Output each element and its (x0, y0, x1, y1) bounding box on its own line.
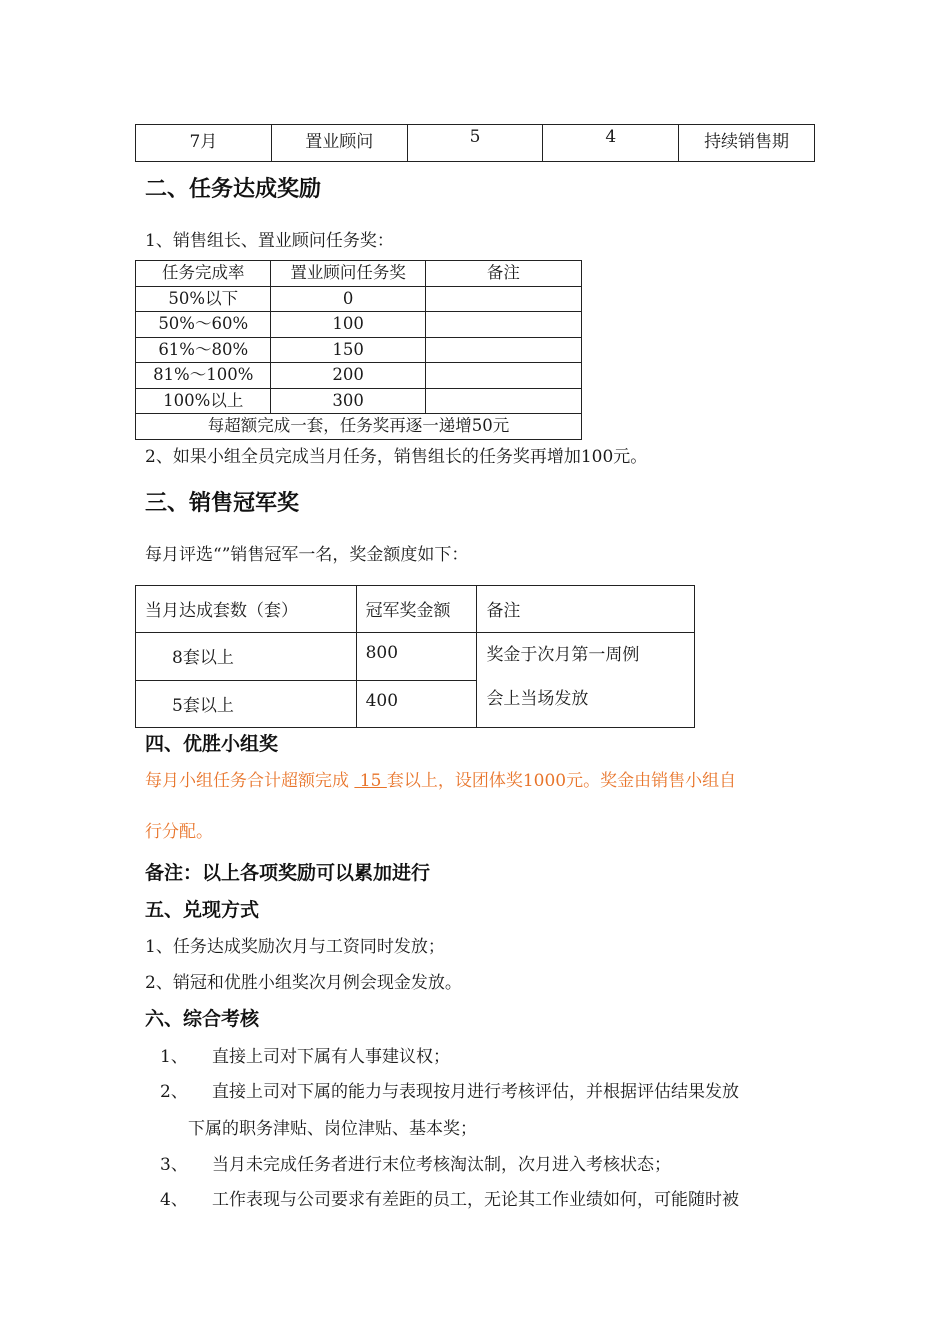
top-row-table (135, 124, 815, 162)
table-header-row (136, 261, 582, 287)
assessment-item-number: 1、 (160, 1047, 188, 1067)
table-cell: 50%～60% (136, 312, 271, 338)
table-row (136, 125, 815, 162)
table-note-cell (477, 633, 695, 728)
assessment-item-text: 直接上司对下属有人事建议权； (212, 1047, 450, 1067)
table-cell (425, 312, 581, 338)
table-row (136, 363, 582, 389)
table-cell: 50%以下 (136, 286, 271, 312)
column-header: 置业顾问任务奖 (271, 261, 425, 287)
column-header: 当月达成套数（套） (136, 586, 357, 633)
table-cell: 持续销售期 (679, 125, 815, 162)
column-header: 冠军奖金额 (356, 586, 477, 633)
redemption-item-2: 2、销冠和优胜小组奖次月例会现金发放。 (145, 973, 462, 993)
table-cell: 7月 (136, 125, 272, 162)
task-reward-table (135, 260, 582, 440)
assessment-item-text-continued: 下属的职务津贴、岗位津贴、基本奖； (188, 1119, 477, 1139)
sales-champion-intro: 每月评选“”销售冠军一名，奖金额度如下： (145, 545, 469, 565)
table-cell (425, 286, 581, 312)
section-heading-task-reward: 二、任务达成奖励 (145, 177, 322, 202)
table-cell: 300 (271, 388, 425, 414)
table-cell (425, 363, 581, 389)
assessment-item-text: 直接上司对下属的能力与表现按月进行考核评估，并根据评估结果发放 (212, 1082, 739, 1102)
table-cell: 置业顾问 (271, 125, 407, 162)
table-cell: 400 (356, 681, 477, 728)
table-row (136, 633, 695, 681)
table-row (136, 337, 582, 363)
task-reward-item-2: 2、如果小组全员完成当月任务，销售组长的任务奖再增加100元。 (145, 447, 648, 467)
table-cell: 4 (543, 125, 679, 162)
table-cell (425, 388, 581, 414)
table-cell: 100%以上 (136, 388, 271, 414)
table-cell: 200 (271, 363, 425, 389)
winning-team-text-before: 每月小组任务合计超额完成 (145, 771, 355, 791)
table-cell: 150 (271, 337, 425, 363)
table-row (136, 286, 582, 312)
column-header: 任务完成率 (136, 261, 271, 287)
section-heading-winning-team: 四、优胜小组奖 (145, 733, 279, 755)
assessment-item-number: 2、 (160, 1082, 188, 1102)
task-reward-item-1: 1、销售组长、置业顾问任务奖： (145, 231, 394, 251)
column-header: 备注 (477, 586, 695, 633)
table-footer-row (136, 414, 582, 440)
table-row (136, 388, 582, 414)
winning-team-text (145, 766, 736, 791)
table-cell (425, 337, 581, 363)
assessment-item-number: 3、 (160, 1155, 188, 1175)
table-cell: 61%～80% (136, 337, 271, 363)
table-cell: 5 (407, 125, 543, 162)
assessment-item-text: 工作表现与公司要求有差距的员工，无论其工作业绩如何，可能随时被 (212, 1190, 739, 1210)
table-cell: 5套以上 (136, 681, 357, 728)
assessment-item-text: 当月未完成任务者进行末位考核淘汰制，次月进入考核状态； (212, 1155, 671, 1175)
table-cell: 100 (271, 312, 425, 338)
note-line: 会上当场发放 (486, 689, 589, 709)
redemption-item-1: 1、任务达成奖励次月与工资同时发放； (145, 937, 445, 957)
winning-team-text-line-2: 行分配。 (145, 822, 213, 842)
section-heading-sales-champion: 三、销售冠军奖 (145, 491, 300, 516)
table-footer-cell: 每超额完成一套，任务奖再逐一递增50元 (136, 414, 582, 440)
winning-team-text-after: 套以上，设团体奖1000元。奖金由销售小组自 (386, 771, 737, 791)
section-heading-assessment: 六、综合考核 (145, 1008, 260, 1030)
table-cell: 0 (271, 286, 425, 312)
table-row (136, 312, 582, 338)
winning-team-threshold: 15 (354, 771, 387, 791)
table-cell: 8套以上 (136, 633, 357, 681)
column-header: 备注 (425, 261, 581, 287)
section-heading-redemption: 五、兑现方式 (145, 899, 260, 921)
note-line: 奖金于次月第一周例 (486, 645, 640, 665)
table-cell: 800 (356, 633, 477, 681)
cumulative-note: 备注：以上各项奖励可以累加进行 (145, 862, 431, 884)
table-header-row (136, 586, 695, 633)
sales-champion-table (135, 585, 695, 728)
table-cell: 81%～100% (136, 363, 271, 389)
assessment-item-number: 4、 (160, 1190, 188, 1210)
